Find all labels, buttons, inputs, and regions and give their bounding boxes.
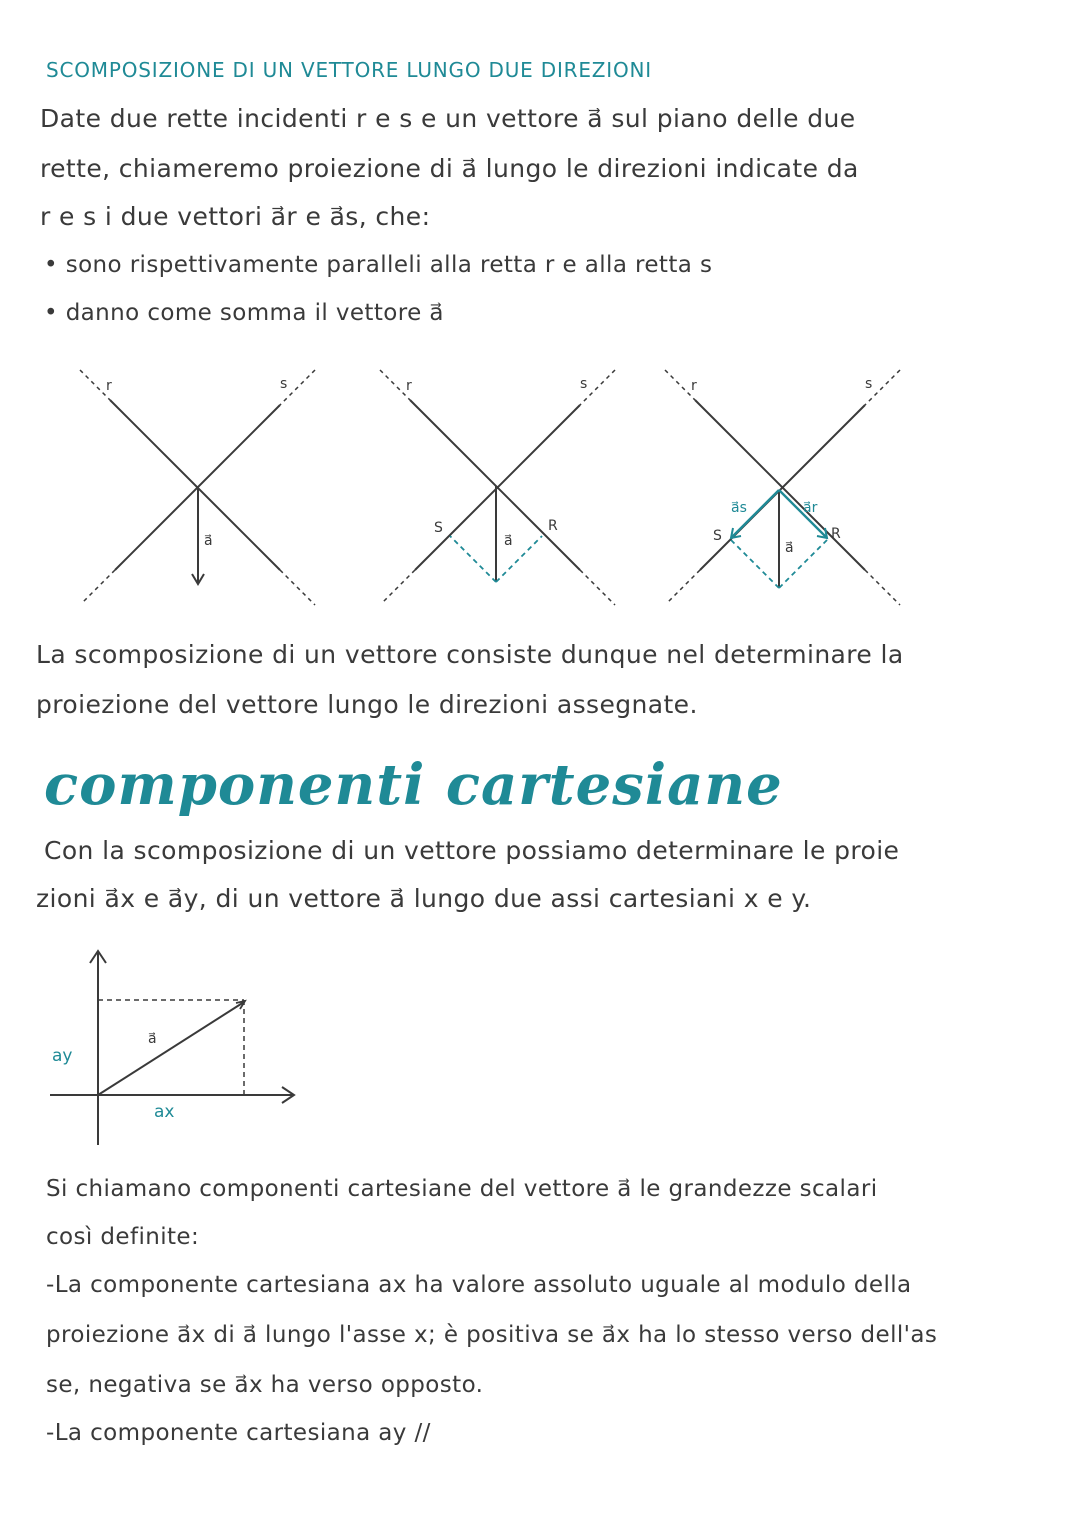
label-r: r bbox=[406, 378, 412, 394]
line-s-dashed bbox=[382, 570, 415, 603]
intro-line-2: rette, chiameremo proiezione di a⃗ lungo le direzioni indicate da bbox=[40, 154, 859, 183]
line-r-dashed bbox=[865, 570, 900, 605]
definition-line-5: se, negativa se a⃗x ha verso opposto. bbox=[46, 1372, 484, 1398]
line-r-dashed bbox=[580, 570, 615, 605]
intro-line-3: r e s i due vettori a⃗r e a⃗s, che: bbox=[40, 202, 431, 231]
conclusion-line-1: La scomposizione di un vettore consiste dunque nel determinare la bbox=[36, 640, 904, 669]
bullet-dot: • bbox=[44, 300, 66, 326]
figure-vector-only bbox=[70, 360, 330, 610]
label-ax: ax bbox=[154, 1102, 175, 1122]
bullet-dot: • bbox=[44, 252, 66, 278]
label-point-r: R bbox=[831, 526, 841, 542]
intro-line-1: Date due rette incidenti r e s e un vettore a⃗ sul piano delle due bbox=[40, 104, 856, 133]
projection-line-r bbox=[496, 536, 542, 582]
line-r bbox=[110, 400, 280, 570]
bullet-text: danno come somma il vettore a⃗ bbox=[65, 300, 444, 326]
conclusion-line-2: proiezione del vettore lungo le direzioni assegnate. bbox=[36, 690, 698, 719]
label-r: r bbox=[106, 378, 112, 394]
line-s-dashed bbox=[667, 570, 700, 603]
label-comp-r: a⃗r bbox=[803, 500, 818, 516]
line-r-dashed bbox=[280, 570, 315, 605]
projection-line-s bbox=[450, 536, 496, 582]
label-point-s: S bbox=[713, 528, 722, 544]
section-heading: componenti cartesiane bbox=[44, 752, 783, 818]
label-s: s bbox=[280, 376, 288, 392]
definition-line-3: -La componente cartesiana ax ha valore assoluto uguale al modulo della bbox=[46, 1272, 912, 1298]
definition-line-6: -La componente cartesiana ay // bbox=[46, 1420, 431, 1446]
line-s-dashed bbox=[82, 570, 115, 603]
label-ay: ay bbox=[52, 1046, 73, 1066]
bullet-item bbox=[44, 252, 712, 278]
figure-components bbox=[655, 360, 915, 610]
label-vector-a: a⃗ bbox=[148, 1031, 157, 1047]
label-s: s bbox=[865, 376, 873, 392]
label-point-r: R bbox=[548, 518, 558, 534]
section-title: SCOMPOSIZIONE DI UN VETTORE LUNGO DUE DIREZIONI bbox=[46, 58, 653, 82]
projection-line-s bbox=[731, 540, 779, 588]
label-vector-a: a⃗ bbox=[504, 533, 513, 549]
label-comp-s: a⃗s bbox=[731, 500, 747, 516]
bullet-item bbox=[44, 300, 444, 326]
cartesian-graph bbox=[40, 945, 310, 1155]
label-vector-a: a⃗ bbox=[785, 540, 794, 556]
section2-intro-line-2: zioni a⃗x e a⃗y, di un vettore a⃗ lungo due assi cartesiani x e y. bbox=[36, 884, 812, 913]
label-vector-a: a⃗ bbox=[204, 533, 213, 549]
bullet-text: sono rispettivamente paralleli alla retta r e alla retta s bbox=[65, 252, 713, 278]
vector-a bbox=[98, 1002, 244, 1095]
definition-line-1: Si chiamano componenti cartesiane del vettore a⃗ le grandezze scalari bbox=[46, 1176, 878, 1202]
definition-line-4: proiezione a⃗x di a⃗ lungo l'asse x; è positiva se a⃗x ha lo stesso verso dell'as bbox=[46, 1322, 938, 1348]
definition-line-2: così definite: bbox=[46, 1224, 200, 1250]
section2-intro-line-1: Con la scomposizione di un vettore possiamo determinare le proie bbox=[44, 836, 900, 865]
figure-projection-lines bbox=[370, 360, 630, 610]
label-r: r bbox=[691, 378, 697, 394]
label-s: s bbox=[580, 376, 588, 392]
label-point-s: S bbox=[434, 520, 443, 536]
